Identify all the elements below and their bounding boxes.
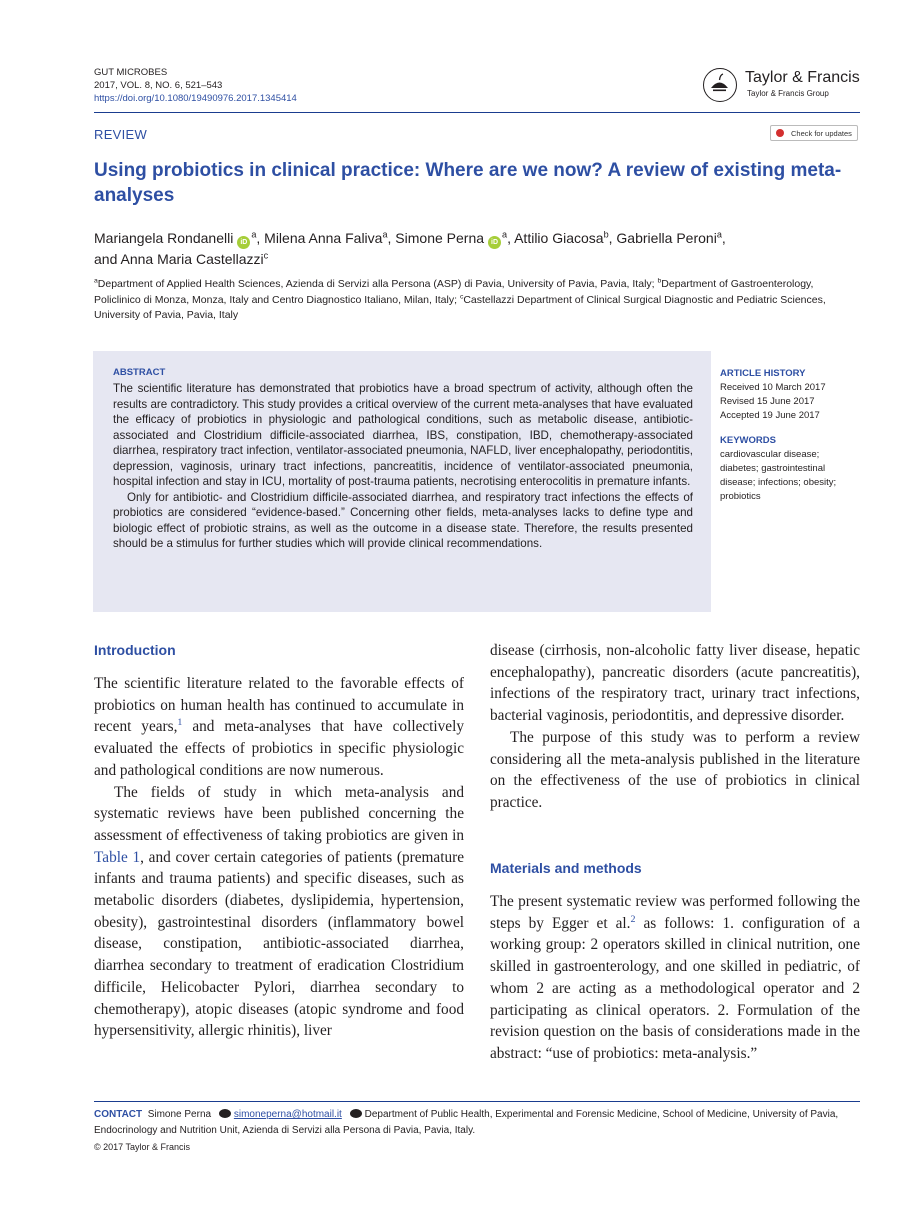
affil-sup: b <box>603 229 609 240</box>
intro-paragraph <box>94 782 464 1042</box>
author-name[interactable]: Gabriella Peroni <box>616 230 717 246</box>
abstract-paragraph: The scientific literature has demonstrated that probiotics have a broad spectrum of activity, although often the results are contradictory. This study provides a critical overview of the current meta-analyses that have evaluated the efficacy of probiotics in physiologic and pathological conditions, such as metabolic disease, antibiotic-associated and Clostridium difficile-associated diarrhea, IBS, constipation, IBD, chemotherapy-associated diarrhea, respiratory tract infection, ventilator-associated pneumonia, NAFLD, liver encephalopathy, periodontitis, depression, vaginosis, urinary tract infections, pancreatitis, incidence of ventilator-associated pneumonia, hospital infection and stay in ICU, mortality of post-trauma patients, necrotising enterocolitis in premature infants. <box>113 382 693 488</box>
right-column <box>490 640 860 814</box>
introduction-heading: Introduction <box>94 642 176 658</box>
article-history-label: ARTICLE HISTORY <box>720 368 806 379</box>
affil-sup: a <box>251 229 257 240</box>
reference-link[interactable]: 1 <box>177 717 183 729</box>
section-label: REVIEW <box>94 127 148 142</box>
abstract-text <box>113 381 693 552</box>
keywords <box>720 434 860 504</box>
copyright: © 2017 Taylor & Francis <box>94 1142 191 1152</box>
intro-text: , and cover certain categories of patients (premature infants and trauma patients) and specific diseases, such as metabolic disorders (diabetes, dyslipidemia, hypertension, obesity), gastrointestinal disorders (inflammatory bowel disease, constipation, antibiotic-associated diarrhea, diarrhea secondary to treatment of eradication Clostridium difficile, Helicobacter Pylori, diarrhea secondary to chemotherapy), atopic diseases (atopic syndrome and food hypersensitivity, allergic rhinitis), liver <box>94 848 464 1040</box>
keywords-label: KEYWORDS <box>720 435 776 446</box>
journal-name: GUT MICROBES <box>94 67 168 78</box>
methods-text: The present systematic review was performed following the steps by Egger et al. <box>490 893 860 932</box>
orcid-icon[interactable]: iD <box>488 236 501 249</box>
affil-sup: b <box>657 277 662 285</box>
author-name[interactable]: Attilio Giacosa <box>514 230 604 246</box>
intro-paragraph-cont: disease (cirrhosis, non-alcoholic fatty liver disease, hepatic encephalopathy), pancreatic disorders (acute pancreatitis), infections of the respiratory tract, urinary tract infections, bacterial vaginosis, periodontitis, and depressive disorder. <box>490 642 860 725</box>
affiliation-b: Department of Gastroenterology, Policlinico di Monza, Monza, Italy and Centro Diagnostico Italiano, Milan, Italy; <box>94 278 814 306</box>
intro-text: and meta-analyses that have collectively evaluated the effects of probiotics in specific physiologic and pathological conditions are now numerous. <box>94 718 464 779</box>
contact-label: CONTACT <box>94 1109 143 1120</box>
affil-sup: c <box>459 293 464 300</box>
journal-info <box>94 66 297 105</box>
journal-volume: 2017, VOL. 8, NO. 6, 521–543 <box>94 80 223 91</box>
abstract-paragraph: Only for antibiotic- and Clostridium difficile-associated diarrhea, and respiratory tract infections the effects of probiotics are considered “evidence-based.” Concerning other fields, meta-analyses lacks to define type and biologic effect of probiotic strains, as well as the outcome in a disease state. Therefore, the results presented should be a stimulus for further studies which will provide clinical recommendations. <box>113 490 693 550</box>
author-name[interactable]: Mariangela Rondanelli <box>94 230 234 246</box>
accepted-date: Accepted 19 June 2017 <box>720 410 820 421</box>
received-date: Received 10 March 2017 <box>720 382 826 393</box>
methods-text: as follows: 1. configuration of a working group: 2 operators skilled in clinical nutrition, one skilled in gastroenterology, and one skilled in pediatric, of whom 2 are acting as a methodological operator and 2 participating as clinical operators. 2. Formulation of the revision question on the basis of considerations made in the abstract: “use of probiotics: meta-analysis.” <box>490 914 860 1062</box>
author-name[interactable]: Simone Perna <box>395 230 485 246</box>
address-icon <box>350 1109 362 1118</box>
affil-sup: a <box>502 229 508 240</box>
check-updates-button[interactable] <box>770 125 858 141</box>
check-updates-label: Check for updates <box>791 128 852 138</box>
affiliation-c: Castellazzi Department of Clinical Surgical Diagnostic and Pediatric Sciences, University of Pavia, Pavia, Italy <box>94 293 826 321</box>
affiliations <box>94 277 854 324</box>
intro-paragraph: The purpose of this study was to perform a review considering all the meta-analysis published in the literature on the effectiveness of the use of probiotics in clinical practice. <box>490 728 860 811</box>
email-icon <box>219 1109 231 1118</box>
author-name[interactable]: Milena Anna Faliva <box>264 230 383 246</box>
affil-sup: a <box>382 229 388 240</box>
intro-text: The scientific literature related to the favorable effects of probiotics on human health has continued to accumulate in recent years, <box>94 675 464 736</box>
crossmark-icon <box>776 129 784 137</box>
publisher-name: Taylor & Francis <box>745 69 860 86</box>
footer-rule <box>94 1101 860 1102</box>
methods-paragraph <box>490 891 860 1065</box>
left-column <box>94 673 464 1042</box>
publisher-logo <box>703 68 863 104</box>
methods-column <box>490 891 860 1065</box>
author-list: Mariangela Rondanelli $iD^a$, Milena Anna Faliva$^a$, Simone Perna $iD^a$, Attilio Giacosa$^b$, Gabriella Peroni$^a$, and Anna Maria Castellazzi$^c$ <box>94 229 726 267</box>
author-and: and <box>94 251 118 267</box>
contact-name: Simone Perna <box>147 1109 212 1120</box>
table-link[interactable]: Table 1 <box>94 848 141 866</box>
contact-info <box>94 1107 864 1139</box>
intro-text: The fields of study in which meta-analysis and systematic reviews have been published concerning the assessment of effectiveness of taking probiotics are given in <box>94 783 464 844</box>
abstract-label: ABSTRACT <box>113 367 166 378</box>
contact-address: Department of Public Health, Experimental and Forensic Medicine, School of Medicine, University of Pavia, Endocrinology and Nutrition Unit, Azienda di Servizi alla Persona di Pavia, Pavia, Italy. <box>94 1109 839 1136</box>
publisher-group: Taylor & Francis Group <box>747 89 829 98</box>
affiliation-a: Department of Applied Health Sciences, Azienda di Servizi alla Persona (ASP) di Pavia, University of Pavia, Pavia, Italy; <box>97 278 655 290</box>
revised-date: Revised 15 June 2017 <box>720 396 815 407</box>
contact-email[interactable]: simoneperna@hotmail.it <box>233 1109 342 1120</box>
methods-heading: Materials and methods <box>490 860 642 876</box>
author-name[interactable]: Anna Maria Castellazzi <box>120 251 264 267</box>
affil-sup: a <box>94 277 98 285</box>
doi-link[interactable]: https://doi.org/10.1080/19490976.2017.1345414 <box>94 93 297 104</box>
lamp-icon <box>703 68 737 102</box>
article-title: Using probiotics in clinical practice: Where are we now? A review of existing meta-analyses <box>94 160 842 206</box>
article-history <box>720 367 860 423</box>
intro-paragraph <box>94 673 464 782</box>
orcid-icon[interactable]: iD <box>237 236 250 249</box>
affil-sup: c <box>263 250 269 261</box>
reference-link[interactable]: 2 <box>630 913 636 925</box>
keywords-text: cardiovascular disease; diabetes; gastrointestinal disease; infections; obesity; probiotics <box>720 449 837 502</box>
affil-sup: a <box>716 229 722 240</box>
header-rule <box>94 112 860 113</box>
